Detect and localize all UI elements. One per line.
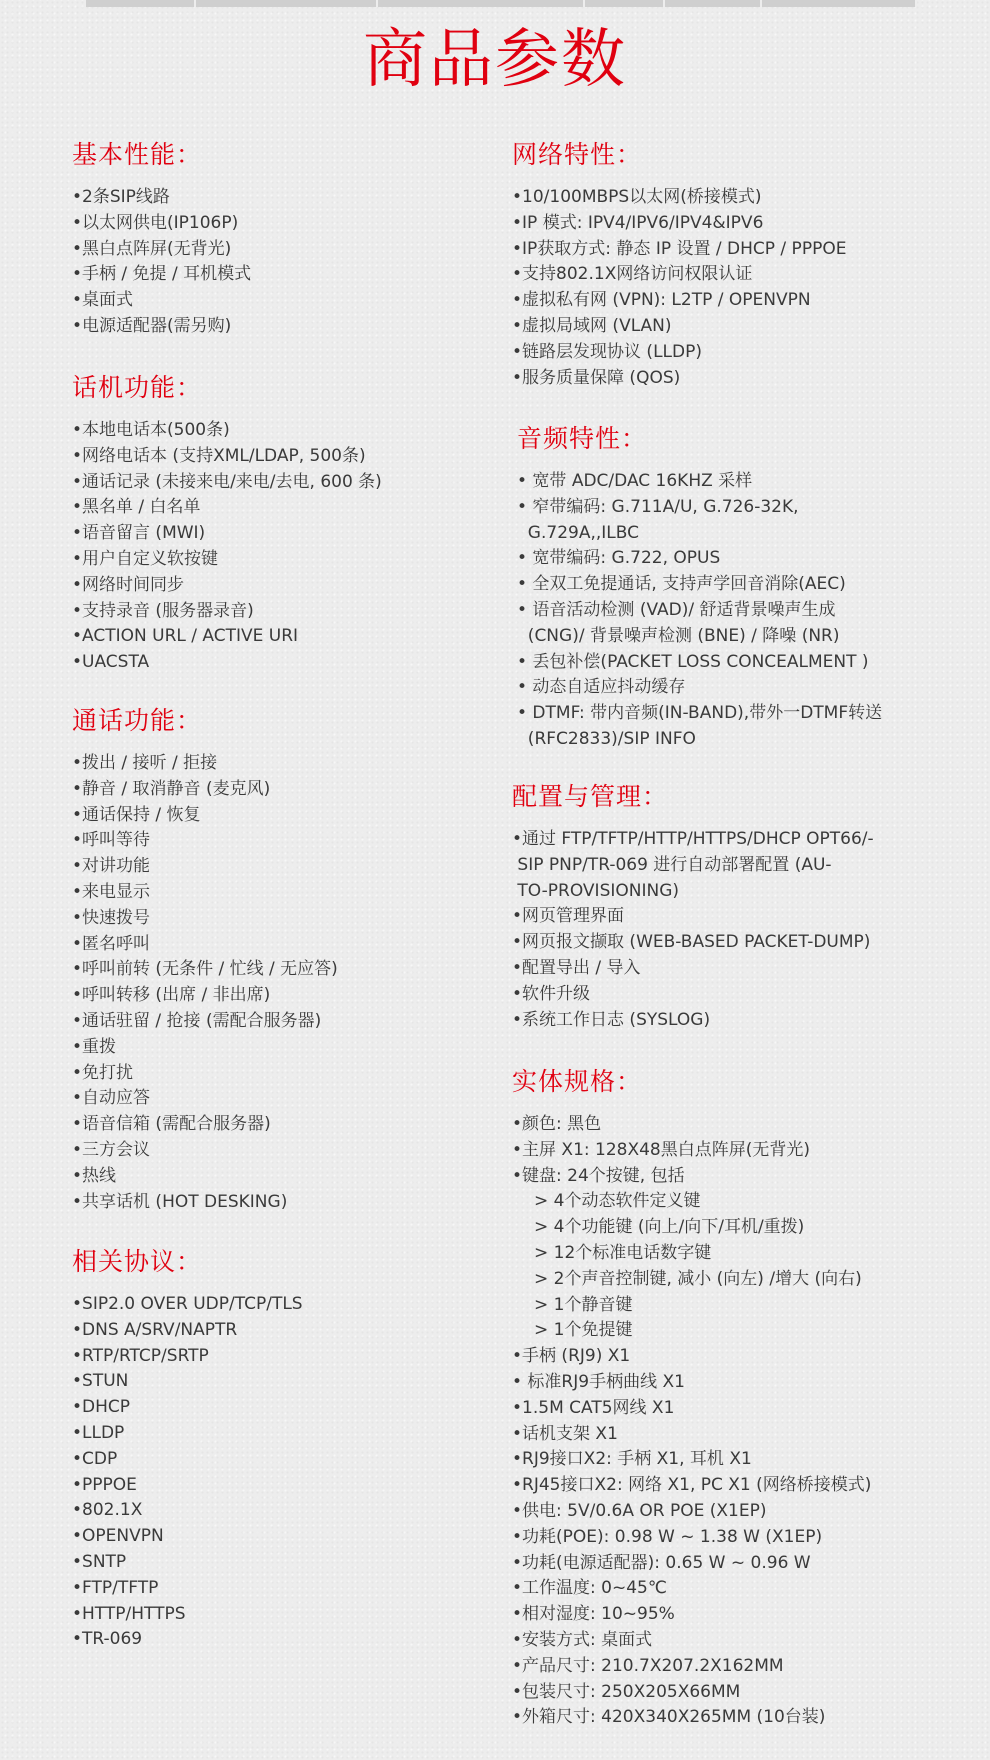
list-item: •FTP/TFTP bbox=[72, 1577, 159, 1598]
list-item: •静音 / 取消静音 (麦克风) bbox=[72, 778, 271, 799]
list-item: •1.5M CAT5网线 X1 bbox=[512, 1397, 675, 1418]
list-item: •软件升级 bbox=[512, 983, 591, 1004]
list-item: •DNS A/SRV/NAPTR bbox=[72, 1319, 238, 1340]
top-tab-segment bbox=[585, 0, 665, 7]
list-item: • 标准RJ9手柄曲线 X1 bbox=[512, 1371, 685, 1392]
list-item: •免打扰 bbox=[72, 1062, 134, 1083]
list-item: •话机支架 X1 bbox=[512, 1423, 618, 1444]
list-item: •网页管理界面 bbox=[512, 906, 625, 927]
sub-list-item: > 1个静音键 bbox=[534, 1294, 633, 1315]
list-item: •手柄 (RJ9) X1 bbox=[512, 1346, 631, 1367]
list-item: •对讲功能 bbox=[72, 856, 151, 877]
list-item: •黑名单 / 白名单 bbox=[72, 497, 201, 518]
list-item: •CDP bbox=[72, 1448, 118, 1469]
list-item: • 窄带编码: G.711A/U, G.726-32K, bbox=[517, 496, 799, 517]
list-item: •ACTION URL / ACTIVE URI bbox=[72, 626, 299, 647]
list-item: •LLDP bbox=[72, 1422, 125, 1443]
list-item: •网络电话本 (支持XML/LDAP, 500条) bbox=[72, 445, 366, 466]
list-item: •通话保持 / 恢复 bbox=[72, 804, 201, 825]
page-title: 商品参数 bbox=[363, 23, 627, 97]
list-item: •服务质量保障 (QOS) bbox=[512, 367, 681, 388]
item-list bbox=[72, 751, 338, 1215]
item-list bbox=[72, 185, 251, 340]
sub-list-item: > 2个声音控制键, 减小 (向左) /增大 (向右) bbox=[534, 1268, 862, 1289]
list-item: •HTTP/HTTPS bbox=[72, 1603, 186, 1624]
section-basic bbox=[72, 138, 251, 340]
section-title: 配置与管理： bbox=[512, 782, 669, 811]
list-item: •网页报文撷取 (WEB-BASED PACKET-DUMP) bbox=[512, 932, 871, 953]
top-tab-segment bbox=[378, 0, 585, 7]
list-item: •IP获取方式: 静态 IP 设置 / DHCP / PPPOE bbox=[512, 238, 847, 259]
item-list bbox=[512, 185, 846, 391]
section-title: 通话功能： bbox=[72, 706, 203, 735]
list-item: G.729A,,ILBC bbox=[517, 522, 639, 543]
sub-list-item: > 4个动态软件定义键 bbox=[534, 1191, 701, 1212]
list-item: •RJ45接口X2: 网络 X1, PC X1 (网络桥接模式) bbox=[512, 1475, 872, 1496]
list-item: •本地电话本(500条) bbox=[72, 420, 230, 440]
list-item: •DHCP bbox=[72, 1397, 131, 1418]
list-item: • DTMF: 带内音频(IN-BAND),带外一DTMF转送 bbox=[517, 703, 883, 724]
sub-list-item: > 12个标准电话数字键 bbox=[534, 1242, 712, 1263]
list-item: •UACSTA bbox=[72, 652, 150, 673]
list-item: •外箱尺寸: 420X340X265MM (10台装) bbox=[512, 1707, 826, 1728]
list-item: •通话驻留 / 抢接 (需配合服务器) bbox=[72, 1010, 322, 1031]
list-item: •虚拟局域网 (VLAN) bbox=[512, 315, 672, 336]
section-physical bbox=[512, 1065, 871, 1731]
list-item: TO-PROVISIONING) bbox=[512, 880, 680, 901]
list-item: •包装尺寸: 250X205X66MM bbox=[512, 1681, 741, 1702]
list-item: •OPENVPN bbox=[72, 1526, 164, 1547]
list-item: •802.1X bbox=[72, 1500, 143, 1521]
list-item: •SNTP bbox=[72, 1551, 127, 1572]
list-item: •通话记录 (未接来电/来电/去电, 600 条) bbox=[72, 471, 382, 492]
list-item: •IP 模式: IPV4/IPV6/IPV4&IPV6 bbox=[512, 212, 764, 233]
list-item: •配置导出 / 导入 bbox=[512, 957, 641, 978]
list-item: •手柄 / 免提 / 耳机模式 bbox=[72, 264, 252, 285]
section-phone-functions bbox=[72, 371, 382, 676]
list-item: • 丢包补偿(PACKET LOSS CONCEALMENT ) bbox=[517, 651, 869, 672]
list-item: •语音留言 (MWI) bbox=[72, 523, 206, 544]
list-item: •工作温度: 0~45℃ bbox=[512, 1578, 667, 1599]
list-item: •功耗(POE): 0.98 W ~ 1.38 W (X1EP) bbox=[512, 1526, 823, 1547]
list-item: •呼叫前转 (无条件 / 忙线 / 无应答) bbox=[72, 959, 338, 980]
list-item: •颜色: 黑色 bbox=[512, 1114, 602, 1134]
list-item: •热线 bbox=[72, 1165, 117, 1186]
list-item: •键盘: 24个按键, 包括 bbox=[512, 1165, 685, 1186]
sub-list-item: > 4个功能键 (向上/向下/耳机/重拨) bbox=[534, 1217, 805, 1238]
list-item: •共享话机 (HOT DESKING) bbox=[72, 1191, 288, 1212]
list-item: SIP PNP/TR-069 进行自动部署配置 (AU- bbox=[512, 854, 832, 875]
list-item: •匿名呼叫 bbox=[72, 933, 151, 954]
list-item: •重拨 bbox=[72, 1036, 117, 1057]
list-item: •自动应答 bbox=[72, 1088, 151, 1109]
list-item: •STUN bbox=[72, 1371, 129, 1392]
list-item: •虚拟私有网 (VPN): L2TP / OPENVPN bbox=[512, 290, 811, 311]
section-title: 相关协议： bbox=[72, 1247, 203, 1276]
list-item: • 宽带 ADC/DAC 16KHZ 采样 bbox=[517, 471, 753, 491]
list-item: (CNG)/ 背景噪声检测 (BNE) / 降噪 (NR) bbox=[517, 625, 840, 646]
list-item: •链路层发现协议 (LLDP) bbox=[512, 341, 702, 362]
list-item: •安装方式: 桌面式 bbox=[512, 1629, 653, 1650]
section-title: 实体规格： bbox=[512, 1067, 643, 1096]
list-item: •主屏 X1: 128X48黑白点阵屏(无背光) bbox=[512, 1139, 811, 1160]
list-item: •PPPOE bbox=[72, 1474, 137, 1495]
list-item: •以太网供电(IP106P) bbox=[72, 212, 239, 233]
section-management bbox=[512, 780, 874, 1033]
section-title: 音频特性： bbox=[517, 424, 648, 453]
list-item: •支持录音 (服务器录音) bbox=[72, 600, 254, 621]
list-item: • 宽带编码: G.722, OPUS bbox=[517, 548, 721, 569]
section-title: 话机功能： bbox=[72, 373, 203, 402]
top-tab-strip bbox=[86, 0, 917, 7]
top-tab-segment bbox=[665, 0, 762, 7]
item-list bbox=[512, 1344, 871, 1731]
list-item: • 语音活动检测 (VAD)/ 舒适背景噪声生成 bbox=[517, 599, 836, 620]
list-item: • 动态自适应抖动缓存 bbox=[517, 677, 686, 698]
list-item: •黑白点阵屏(无背光) bbox=[72, 238, 232, 259]
list-item: •2条SIP线路 bbox=[72, 187, 170, 207]
section-network bbox=[512, 138, 846, 391]
list-item: •通过 FTP/TFTP/HTTP/HTTPS/DHCP OPT66/- bbox=[512, 829, 874, 849]
list-item: •RJ9接口X2: 手柄 X1, 耳机 X1 bbox=[512, 1449, 752, 1470]
top-tab-segment bbox=[762, 0, 917, 7]
list-item: (RFC2833)/SIP INFO bbox=[517, 728, 696, 749]
sub-list-item: > 1个免提键 bbox=[534, 1320, 633, 1341]
list-item: •拨出 / 接听 / 拒接 bbox=[72, 753, 218, 773]
item-list bbox=[517, 469, 882, 753]
list-item: •RTP/RTCP/SRTP bbox=[72, 1345, 209, 1366]
list-item: • 全双工免提通话, 支持声学回音消除(AEC) bbox=[517, 574, 846, 595]
list-item: •10/100MBPS以太网(桥接模式) bbox=[512, 187, 762, 207]
list-item: •相对湿度: 10~95% bbox=[512, 1604, 675, 1625]
list-item: •TR-069 bbox=[72, 1629, 143, 1650]
item-list bbox=[512, 1112, 871, 1189]
list-item: •语音信箱 (需配合服务器) bbox=[72, 1114, 271, 1135]
list-item: •呼叫等待 bbox=[72, 830, 151, 851]
list-item: •快速拨号 bbox=[72, 907, 151, 928]
section-title: 基本性能： bbox=[72, 140, 203, 169]
list-item: •呼叫转移 (出席 / 非出席) bbox=[72, 985, 271, 1006]
item-list bbox=[72, 1292, 303, 1653]
top-tab-segment bbox=[86, 0, 196, 7]
section-title: 网络特性： bbox=[512, 140, 643, 169]
list-item: •SIP2.0 OVER UDP/TCP/TLS bbox=[72, 1294, 303, 1314]
sub-item-list bbox=[512, 1189, 871, 1344]
list-item: •系统工作日志 (SYSLOG) bbox=[512, 1009, 711, 1030]
item-list bbox=[72, 418, 382, 676]
list-item: •桌面式 bbox=[72, 290, 134, 311]
list-item: •来电显示 bbox=[72, 881, 151, 902]
section-call-functions bbox=[72, 704, 338, 1215]
list-item: •电源适配器(需另购) bbox=[72, 315, 232, 336]
list-item: •用户自定义软按键 bbox=[72, 548, 219, 569]
list-item: •产品尺寸: 210.7X207.2X162MM bbox=[512, 1655, 784, 1676]
list-item: •功耗(电源适配器): 0.65 W ~ 0.96 W bbox=[512, 1552, 811, 1573]
section-audio bbox=[517, 422, 882, 753]
list-item: •支持802.1X网络访问权限认证 bbox=[512, 264, 753, 285]
section-protocols bbox=[72, 1245, 303, 1653]
list-item: •网络时间同步 bbox=[72, 574, 185, 595]
list-item: •三方会议 bbox=[72, 1139, 151, 1160]
top-tab-segment bbox=[196, 0, 378, 7]
list-item: •供电: 5V/0.6A OR POE (X1EP) bbox=[512, 1500, 767, 1521]
item-list bbox=[512, 827, 874, 1033]
